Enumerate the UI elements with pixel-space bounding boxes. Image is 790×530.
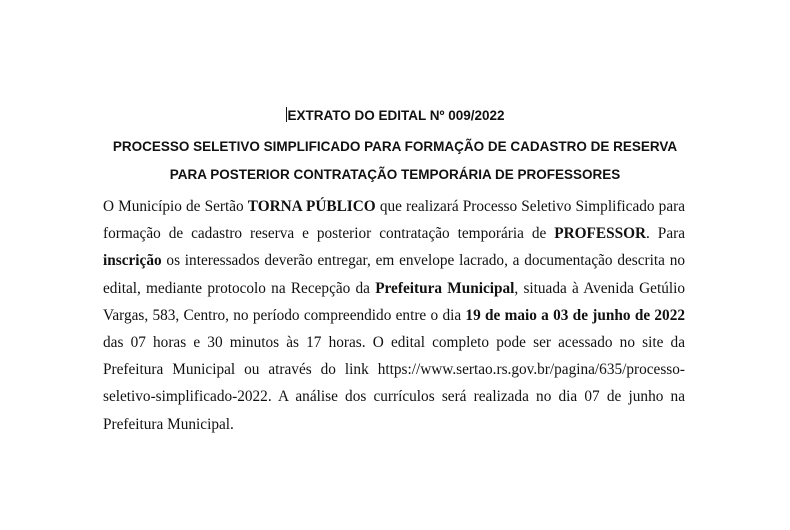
body-text: das 07 horas e 30 minutos às 17 horas. O edital completo pode ser acessado no site da Prefeitura Municipal ou através do link https://www.sertao.rs.gov.br/pagina/635/processo-seletivo-simplificado-2022. A análise dos currículos será realizada no dia 07 de junho na Prefeitura Municipal. <box>103 334 685 433</box>
body-bold-text: inscrição <box>103 252 162 270</box>
text-cursor <box>286 107 287 122</box>
body-text: . Para <box>646 225 685 243</box>
body-text: O Município de Sertão <box>103 198 248 215</box>
document-title: EXTRATO DO EDITAL Nº 009/2022 <box>287 108 505 123</box>
body-bold-text: TORNA PÚBLICO <box>247 198 376 215</box>
body-text: os interessados deverão entregar, em envelope lacrado, a documentação descrita no edital, mediante protocolo na Recepção da <box>103 252 685 297</box>
document-title-line <box>0 107 790 125</box>
subtitle-line-2: PARA POSTERIOR CONTRATAÇÃO TEMPORÁRIA DE PROFESSORES <box>169 167 621 182</box>
body-bold-text: 19 de maio a 03 de junho de 2022 <box>465 306 685 324</box>
body-bold-text: PROFESSOR <box>554 225 647 243</box>
announcement-paragraph <box>103 193 685 438</box>
body-text: , situada à Avenida Getúlio Vargas, 583, Centro, no período compreendido entre o dia <box>103 279 685 324</box>
subtitle-line-1: PROCESSO SELETIVO SIMPLIFICADO PARA FORMAÇÃO DE CADASTRO DE RESERVA <box>112 139 678 154</box>
body-text: que realizará Processo Seletivo Simplificado para formação de cadastro reserva e posterior contratação temporária de <box>103 198 685 243</box>
body-bold-text: Prefeitura Municipal <box>375 279 515 297</box>
